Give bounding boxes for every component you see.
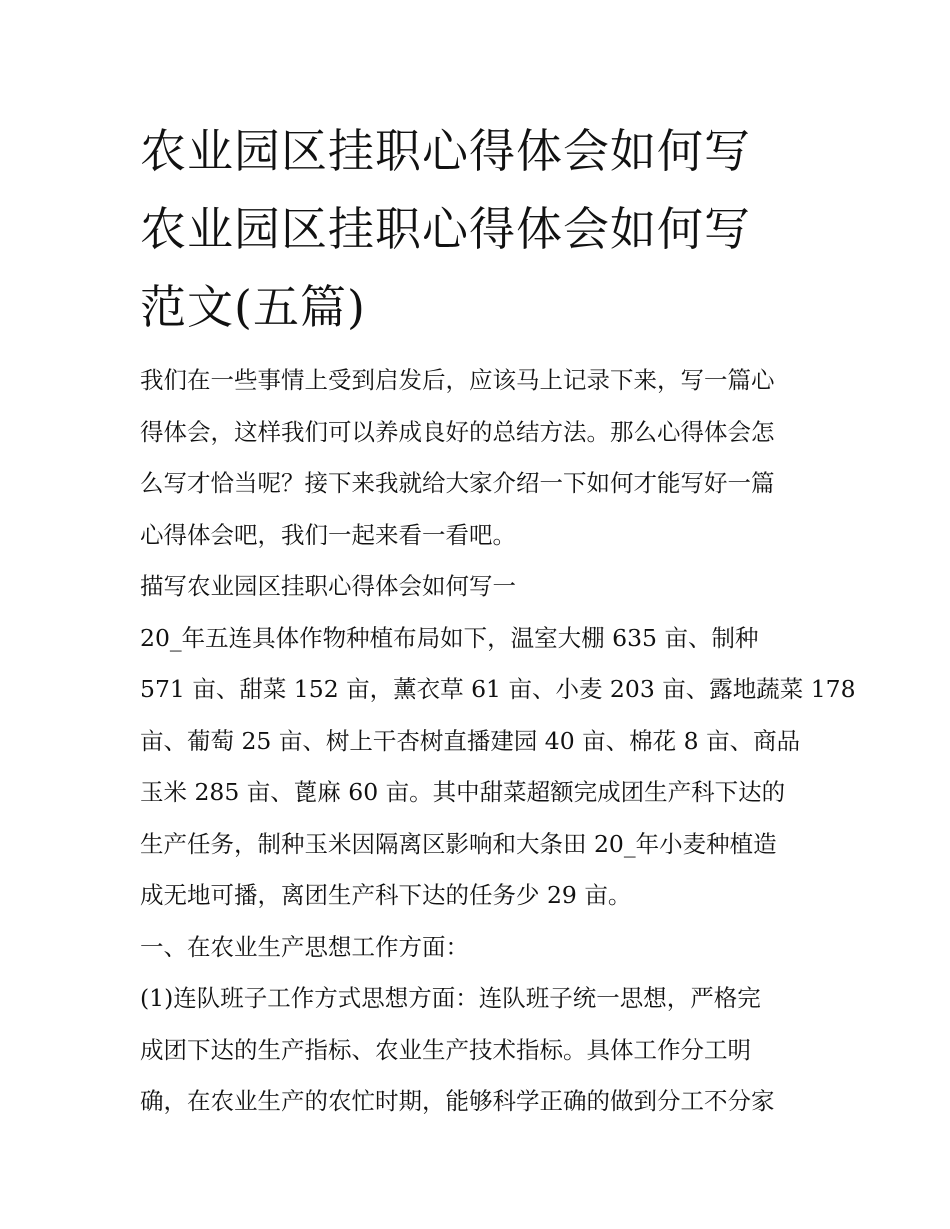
title-line: 范文(五篇) bbox=[140, 280, 366, 334]
text-line: 我们在一些事情上受到启发后，应该马上记录下来，写一篇心 bbox=[140, 366, 775, 394]
text-line: 心得体会吧，我们一起来看一看吧。 bbox=[140, 520, 516, 549]
text-line: 描写农业园区挂职心得体会如何写一 bbox=[140, 572, 516, 600]
text-line: 生产任务，制种玉米因隔离区影响和大条田 20_年小麦种植造 bbox=[140, 829, 777, 858]
text-line: 么写才恰当呢？接下来我就给大家介绍一下如何才能写好一篇 bbox=[140, 469, 775, 497]
text-line: 20_年五连具体作物种植布局如下，温室大棚 635 亩、制种 bbox=[140, 623, 759, 652]
title-line: 农业园区挂职心得体会如何写 bbox=[140, 124, 751, 178]
document-title bbox=[140, 112, 820, 346]
planting-paragraph bbox=[140, 613, 856, 922]
text-line: 成无地可播，离团生产科下达的任务少 29 亩。 bbox=[140, 881, 632, 909]
text-line: 成团下达的生产指标、农业生产技术指标。具体工作分工明 bbox=[140, 1035, 751, 1064]
subsection-heading bbox=[140, 922, 820, 974]
text-line: 玉米 285 亩、蓖麻 60 亩。其中甜菜超额完成团生产科下达的 bbox=[140, 778, 786, 806]
document-body bbox=[140, 355, 856, 1128]
text-line: 得体会，这样我们可以养成良好的总结方法。那么心得体会怎 bbox=[140, 417, 775, 446]
section-heading bbox=[140, 561, 820, 613]
text-line: 亩、葡萄 25 亩、树上干杏树直播建园 40 亩、棉花 8 亩、商品 bbox=[140, 726, 801, 755]
work-paragraph bbox=[140, 973, 820, 1128]
title-line: 农业园区挂职心得体会如何写 bbox=[140, 202, 751, 256]
intro-paragraph bbox=[140, 355, 820, 561]
text-line: 一、在农业生产思想工作方面： bbox=[140, 932, 469, 961]
text-line: 确，在农业生产的农忙时期，能够科学正确的做到分工不分家 bbox=[140, 1087, 775, 1115]
text-line: (1)连队班子工作方式思想方面：连队班子统一思想，严格完 bbox=[140, 984, 761, 1012]
text-line: 571 亩、甜菜 152 亩，薰衣草 61 亩、小麦 203 亩、露地蔬菜 178 bbox=[140, 675, 856, 703]
